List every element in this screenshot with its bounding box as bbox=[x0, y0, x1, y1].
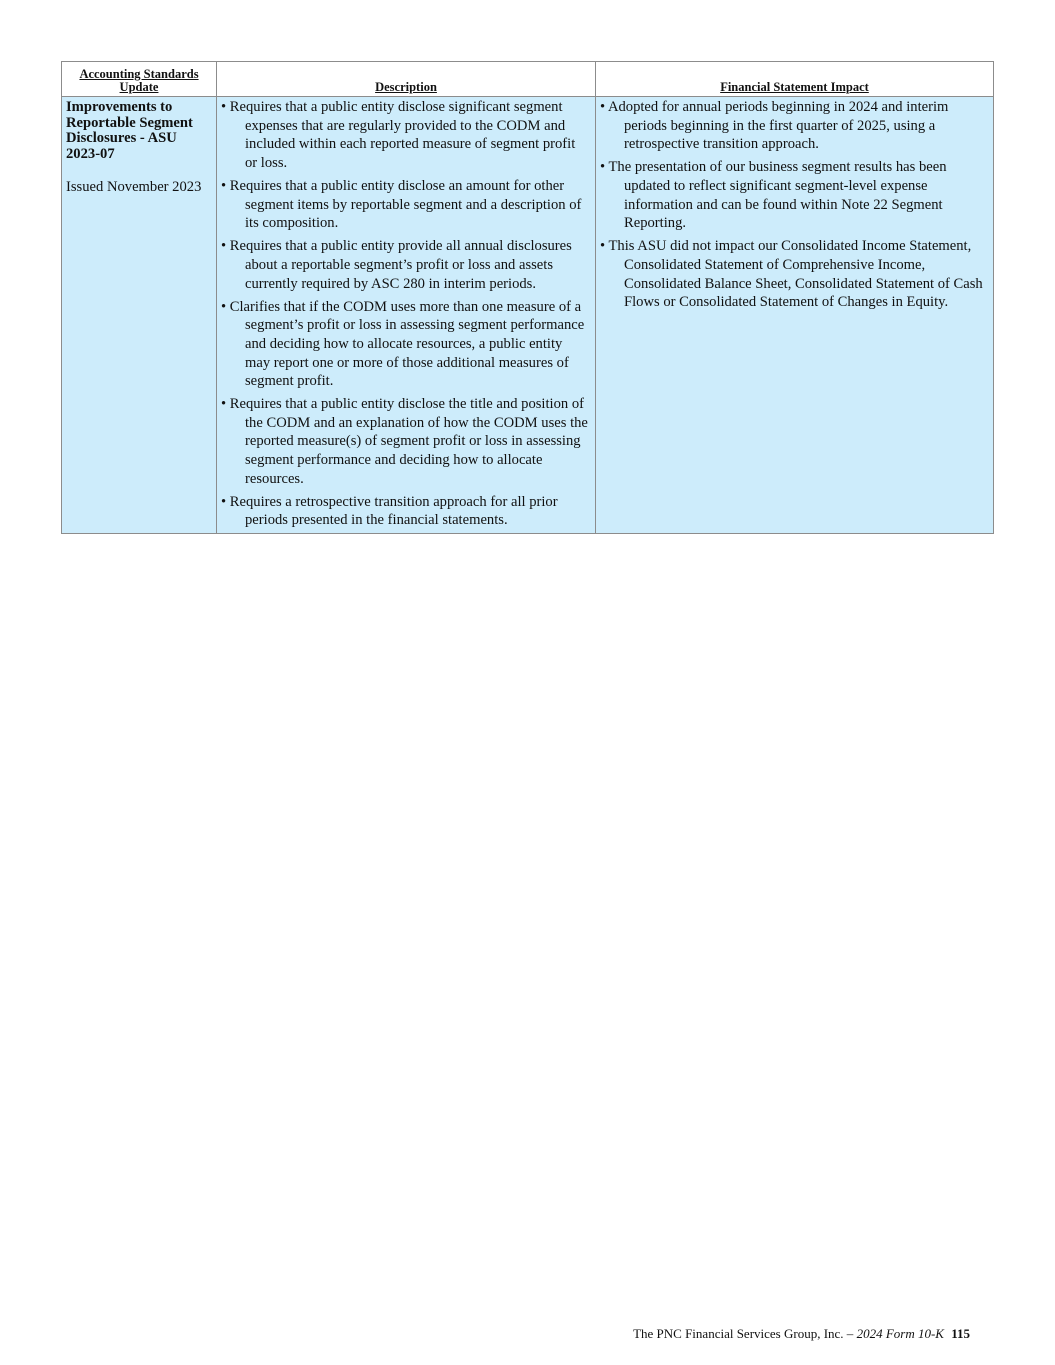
description-item: • Requires that a public entity provide all annual disclosures about a reportable segment’s profit or loss and assets currently required by ASC 280 in interim periods. bbox=[221, 238, 572, 292]
asu-issued-date: Issued November 2023 bbox=[66, 179, 202, 195]
header-description: Description bbox=[217, 62, 596, 97]
description-item: • Requires a retrospective transition approach for all prior periods presented in the financial statements. bbox=[221, 493, 558, 529]
description-cell bbox=[217, 97, 596, 534]
accounting-standards-table bbox=[61, 61, 994, 534]
description-list bbox=[221, 98, 591, 530]
table-row bbox=[62, 97, 994, 534]
impact-item: • The presentation of our business segment results has been updated to reflect significant segment-level expense information and can be found within Note 22 Segment Reporting. bbox=[600, 159, 947, 232]
impact-item: • This ASU did not impact our Consolidated Income Statement, Consolidated Statement of Comprehensive Income, Consolidated Balance Sheet, Consolidated Statement of Cash Flows or Consolidated Statement of Changes in Equity. bbox=[600, 238, 983, 311]
footer-form: 2024 Form 10-K bbox=[856, 1326, 944, 1341]
header-accounting-standards-update: Accounting Standards Update bbox=[62, 62, 217, 97]
asu-name: Improvements to Reportable Segment Disclosures - ASU 2023-07 bbox=[66, 99, 193, 162]
asu-cell bbox=[62, 97, 217, 534]
page-number: 115 bbox=[951, 1326, 970, 1341]
impact-list bbox=[600, 98, 989, 312]
description-item: • Requires that a public entity disclose an amount for other segment items by reportable segment and a description of its composition. bbox=[221, 177, 582, 232]
page-footer bbox=[633, 1326, 970, 1342]
footer-company: The PNC Financial Services Group, Inc. – bbox=[633, 1326, 854, 1341]
header-financial-statement-impact: Financial Statement Impact bbox=[596, 62, 994, 97]
table-header-row bbox=[62, 62, 994, 97]
impact-cell bbox=[596, 97, 994, 534]
description-item: • Clarifies that if the CODM uses more than one measure of a segment’s profit or loss in assessing segment performance and deciding how to allocate resources, a public entity may report one or more of those additional measures of segment profit. bbox=[221, 298, 585, 390]
impact-item: • Adopted for annual periods beginning in 2024 and interim periods beginning in the first quarter of 2025, using a retrospective transition approach. bbox=[600, 99, 949, 153]
description-item: • Requires that a public entity disclose the title and position of the CODM and an explanation of how the CODM uses the reported measure(s) of segment profit or loss in assessing segment performance and deciding how to allocate resources. bbox=[221, 396, 588, 487]
description-item: • Requires that a public entity disclose significant segment expenses that are regularly provided to the CODM and included within each reported measure of segment profit or loss. bbox=[221, 99, 576, 171]
